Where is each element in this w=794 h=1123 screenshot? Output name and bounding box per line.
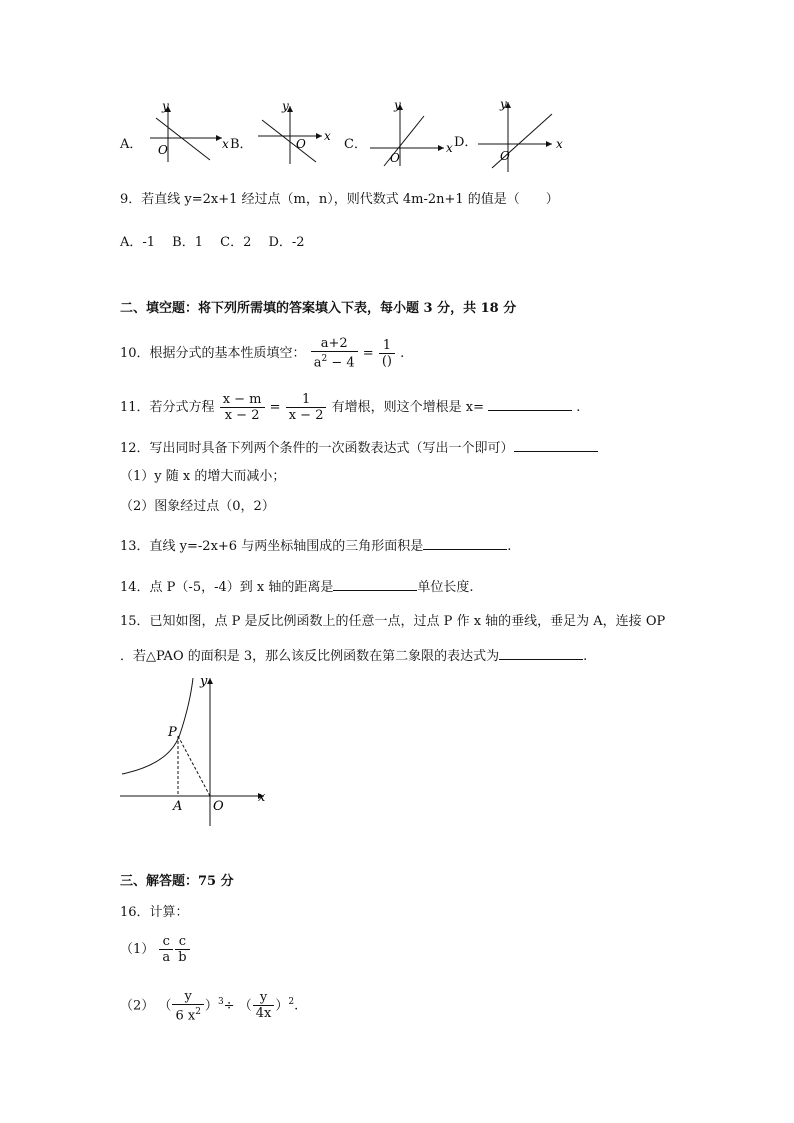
q10-numerator: a+2 [311,336,358,352]
q11-fraction-right [286,392,327,423]
q16-p2-den-2: 4x [255,1006,272,1022]
q11-suffix: 有增根，则这个增根是 x= [331,400,484,415]
fig-o-label: O [213,799,224,814]
q16-p2-divide: ÷ [223,998,235,1014]
q10-fraction-left [311,336,358,370]
question-9: 9．若直线 y=2x+1 经过点（m，n），则代数式 4m-2n+1 的值是（ ） [120,192,559,207]
q11-answer-blank[interactable] [488,397,572,411]
section-3-heading: 三、解答题：75 分 [120,874,234,889]
option-c-label: C． [344,137,367,152]
axis-x-label: x [556,137,563,151]
q12-text: 12．写出同时具备下列两个条件的一次函数表达式（写出一个即可） [120,441,514,456]
option-a-label: A． [120,137,143,152]
q11-denominator: x − 2 [224,408,260,423]
axis-y-label: y [394,100,401,112]
question-16: 16．计算： [120,905,189,920]
axis-y-label: y [500,97,507,111]
q15-end: . [583,649,588,664]
q16-p2-den-1-base: 6 x [175,1007,196,1023]
q16-p2-num-1: y [172,989,203,1005]
q15-text: ．若△PAO 的面积是 3，那么该反比例函数在第二象限的表达式为 [120,649,500,664]
question-10 [120,336,404,372]
fig-y-label: y [200,674,208,689]
q13-text: 13．直线 y=-2x+6 与两坐标轴围成的三角形面积是 [120,539,424,554]
q16-p1-fraction-2 [175,934,189,965]
q15-figure [118,672,278,830]
q16-p2-close-1: ） [204,998,218,1014]
q16-p2-den-1 [172,1005,203,1023]
q16-p2-fraction-1 [172,989,203,1023]
axis-x-label: x [446,141,453,155]
q16-p1-fraction-1 [159,934,173,965]
q16-part-1 [120,932,191,968]
q16-p2-exp-1: 3 [217,997,224,1007]
axis-x-label: x [222,137,229,151]
q10-denominator [311,352,358,370]
fig-x-label: x [258,790,266,805]
q16-p2-label: （2） [120,998,155,1014]
q10-den-base: a [313,355,322,371]
q10-suffix: . [400,346,405,361]
question-15-line-1: 15．已知如图，点 P 是反比例函数上的任意一点，过点 P 作 x 轴的垂线，垂足为 A，连接 OP [120,614,666,629]
q16-p2-open-1: （ [158,998,172,1014]
option-a-graph [142,100,232,170]
q13-end: . [507,539,512,554]
q16-p1-den-1: a [162,950,171,965]
q14-text: 14．点 P（-5，-4）到 x 轴的距离是 [120,580,334,595]
section-2-heading: 二、填空题：将下列所需填的答案填入下表，每小题 3 分，共 18 分 [120,301,517,316]
q16-p2-fraction-2 [253,990,275,1021]
q16-p2-num-2: y [253,990,275,1006]
axis-x-label: x [324,129,331,143]
q11-fraction-left [220,392,265,423]
q16-part-2 [120,984,298,1024]
q10-numerator-2: 1 [379,338,395,354]
option-d-label: D． [454,135,478,150]
q16-p1-num-1: c [159,934,173,950]
question-15-line-2 [120,646,587,666]
q16-p1-num-2: c [175,934,189,950]
option-d-graph [476,96,576,176]
q16-p1-den-2: b [178,950,187,965]
q11-numerator-2: 1 [286,392,327,408]
origin-label: O [390,151,400,165]
q10-denominator-2: () [381,354,392,369]
fig-p-label: P [168,725,177,740]
origin-label: O [500,149,510,163]
q12-condition-1: （1）y 随 x 的增大而减小； [120,469,286,484]
q11-equals: = [269,400,281,415]
q12-answer-blank[interactable] [514,438,598,452]
question-13 [120,536,511,556]
axis-y-label: y [162,100,169,113]
option-b-graph [252,100,342,170]
question-9-options: A．-1 B．1 C．2 D．-2 [120,235,305,250]
q11-numerator: x − m [220,392,265,408]
q16-p2-den-1-exp: 2 [195,1006,201,1017]
q14-end: 单位长度. [417,580,474,595]
q16-p2-open-2: （ [238,998,252,1014]
q13-answer-blank[interactable] [423,536,507,550]
q10-den-exp: 2 [321,354,328,365]
q10-den-rest: − 4 [327,355,355,371]
q15-answer-blank[interactable] [499,646,583,660]
q16-p2-end: . [294,998,299,1014]
q16-p2-close-2: ） [275,998,289,1014]
option-c-graph [362,100,462,170]
q10-prefix: 10．根据分式的基本性质填空： [120,346,306,361]
q16-p1-label: （1） [120,942,155,957]
question-14 [120,577,474,597]
q16-p2-exp-2: 2 [288,997,295,1007]
option-b-label: B． [230,137,253,152]
q11-denominator-2: x − 2 [288,408,324,423]
origin-label: O [158,143,168,157]
axis-y-label: y [282,100,289,113]
question-11 [120,390,580,426]
q11-prefix: 11．若分式方程 [120,400,215,415]
fig-a-label: A [173,799,183,814]
q12-condition-2: （2）图象经过点（0，2） [120,499,275,514]
question-12 [120,438,598,458]
q10-fraction-right [379,338,395,369]
q10-equals: = [362,346,374,361]
origin-label: O [296,137,306,151]
q14-answer-blank[interactable] [333,577,417,591]
q11-end: . [576,400,581,415]
